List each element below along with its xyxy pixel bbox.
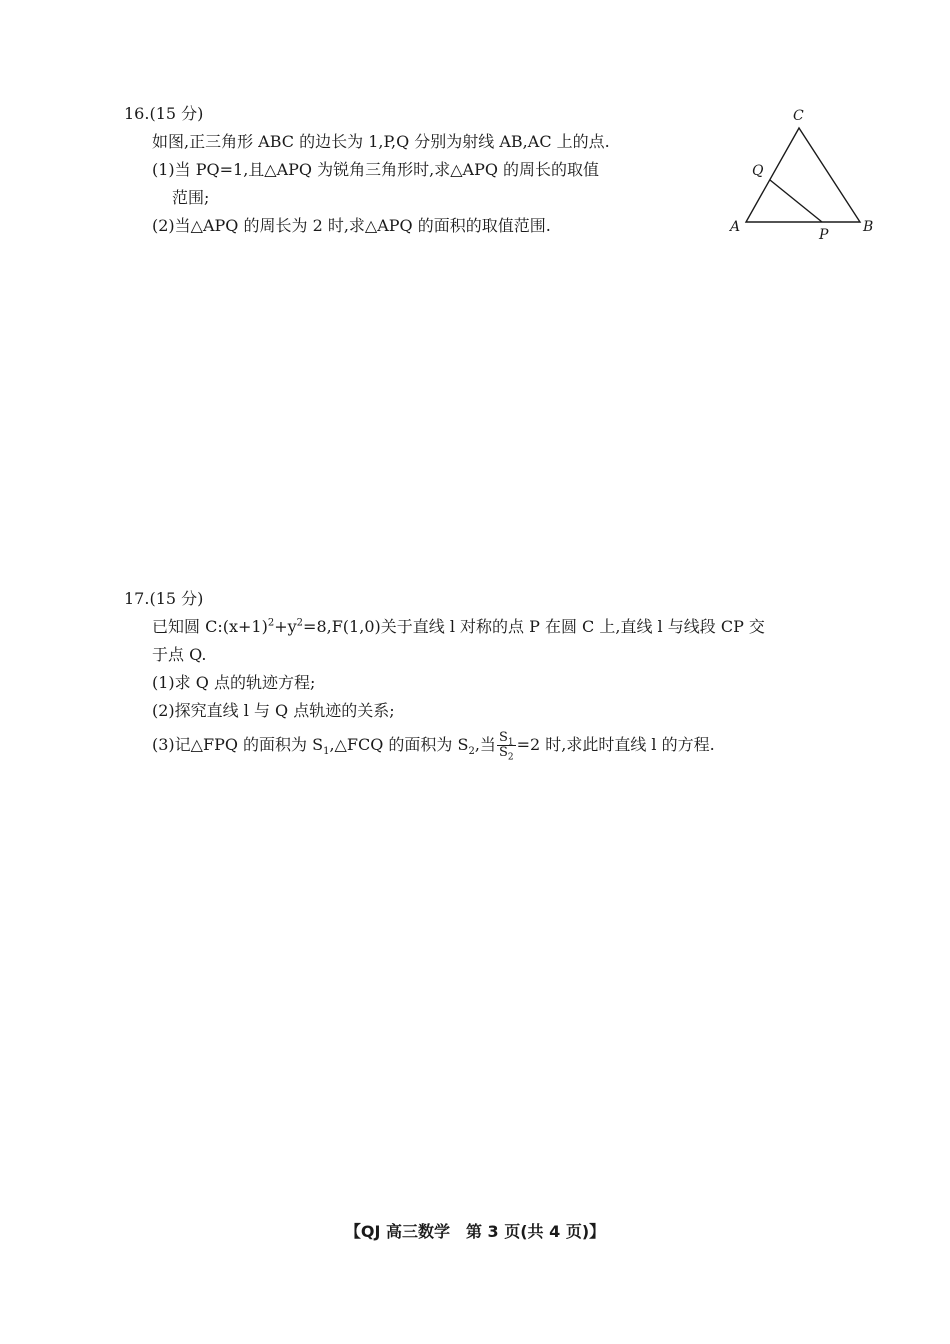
fraction-numerator (497, 731, 516, 746)
fraction-s1-over-s2 (497, 730, 516, 763)
fraction-num-sub: 1 (507, 737, 514, 748)
label-q: Q (752, 163, 764, 179)
segment-pq (770, 180, 822, 222)
problem-16-number: 16. (124, 104, 150, 123)
problem-17 (124, 585, 884, 766)
part3-text-c: ,当 (474, 735, 496, 754)
fraction-den-sub: 2 (507, 752, 514, 763)
fraction-num-s: S (498, 730, 508, 745)
problem-16 (124, 100, 724, 240)
problem-17-stem-line1 (124, 613, 884, 641)
problem-17-stem-line2: 于点 Q. (152, 645, 207, 664)
label-c: C (793, 108, 804, 124)
problem-16-part2: (2)当△APQ 的周长为 2 时,求△APQ 的面积的取值范围. (152, 216, 551, 235)
stem-circle-eq-a: 已知圆 C:(x+1) (152, 617, 268, 636)
label-a: A (730, 219, 741, 235)
page-footer: 【QJ 高三数学 第 3 页(共 4 页)】 (344, 1222, 606, 1241)
triangle-figure (718, 100, 888, 250)
problem-16-part1-line1: (1)当 PQ=1,且△APQ 为锐角三角形时,求△APQ 的周长的取值 (152, 160, 600, 179)
part3-text-a: (3)记△FPQ 的面积为 S (152, 735, 324, 754)
part3-sub-1: 1 (323, 746, 330, 758)
problem-17-part3 (124, 731, 884, 766)
fraction-den-s: S (498, 745, 508, 760)
stem-exponent-1: 2 (267, 617, 275, 629)
part3-sub-2: 2 (468, 746, 475, 758)
problem-16-score: (15 分) (149, 104, 204, 123)
label-p: P (819, 227, 829, 243)
problem-17-part1: (1)求 Q 点的轨迹方程; (152, 673, 316, 692)
problem-17-part2: (2)探究直线 l 与 Q 点轨迹的关系; (152, 701, 395, 720)
triangle-diagram (718, 100, 888, 250)
fraction-denominator (497, 745, 516, 763)
stem-exponent-2: 2 (296, 617, 304, 629)
stem-circle-eq-b: +y (274, 617, 297, 636)
problem-16-part1-line2: 范围; (172, 188, 210, 207)
problem-17-number: 17. (124, 589, 150, 608)
problem-16-header (124, 100, 724, 128)
stem-circle-eq-c: =8,F(1,0)关于直线 l 对称的点 P 在圆 C 上,直线 l 与线段 CP 交 (303, 617, 765, 636)
problem-17-score: (15 分) (149, 589, 204, 608)
problem-17-header (124, 585, 884, 613)
label-b: B (863, 219, 874, 235)
part3-text-d: =2 时,求此时直线 l 的方程. (516, 735, 715, 754)
part3-text-b: ,△FCQ 的面积为 S (329, 735, 469, 754)
problem-16-stem: 如图,正三角形 ABC 的边长为 1,P,Q 分别为射线 AB,AC 上的点. (152, 132, 610, 151)
